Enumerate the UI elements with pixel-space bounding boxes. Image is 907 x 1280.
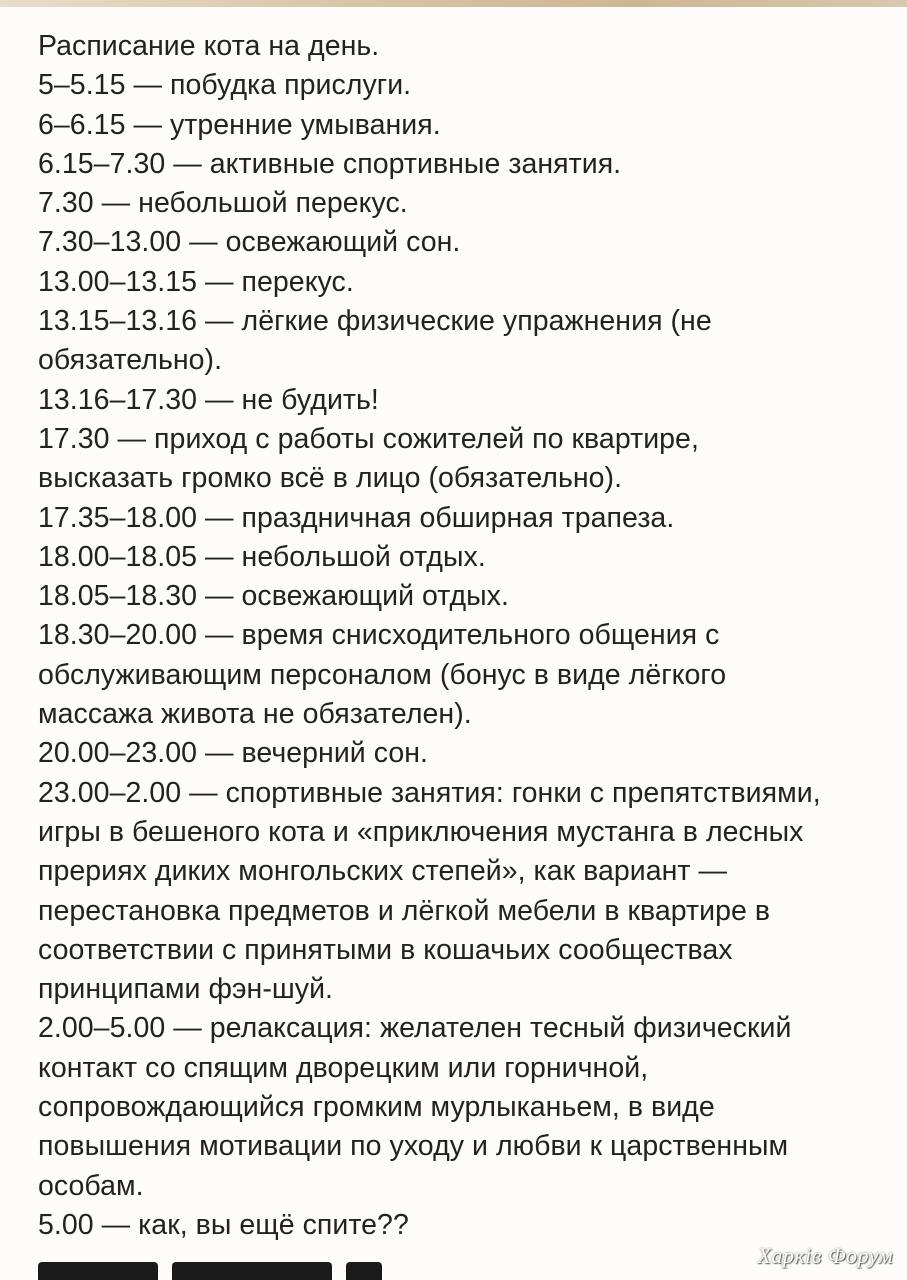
schedule-line: обязательно). [38,344,223,377]
schedule-line: 13.00–13.15 — перекус. [38,265,354,298]
schedule-line: 13.15–13.16 — лёгкие физические упражнения (не [38,305,712,338]
schedule-line: 17.30 — приход с работы сожителей по квартире, [38,422,699,455]
schedule-title: Расписание кота на день. [38,30,380,62]
schedule-line: 23.00–2.00 — спортивные занятия: гонки с препятствиями, [38,776,821,809]
schedule-line: принципами фэн-шуй. [38,973,334,1006]
schedule-line: перестановка предметов и лёгкой мебели в квартире в [38,894,771,927]
watermark: Харків Форум [757,1243,893,1268]
schedule-line: 7.30 — небольшой перекус. [38,187,408,220]
schedule-line: 20.00–23.00 — вечерний сон. [38,737,429,770]
schedule-line: 18.00–18.05 — небольшой отдых. [38,540,486,573]
schedule-line: 6.15–7.30 — активные спортивные занятия. [38,147,622,180]
schedule-line: повышения мотивации по уходу и любви к царственным [38,1130,789,1163]
schedule-line: 18.30–20.00 — время снисходительного общения с [38,619,720,652]
schedule-line: сопровождающийся громким мурлыканьем, в виде [38,1091,715,1124]
schedule-line: 6–6.15 — утренние умывания. [38,108,441,141]
schedule-line: 13.16–17.30 — не будить! [38,383,379,416]
schedule-line: массажа живота не обязателен). [38,698,472,731]
schedule-line: 5–5.15 — побудка прислуги. [38,69,412,102]
schedule-line: игры в бешеного кота и «приключения мустанга в лесных [38,815,804,848]
schedule-line: 18.05–18.30 — освежающий отдых. [38,580,509,613]
cropped-text-fragment [38,1262,458,1280]
schedule-line: обслуживающим персоналом (бонус в виде лёгкого [38,658,727,691]
top-border-strip [0,0,907,7]
schedule-line: 7.30–13.00 — освежающий сон. [38,226,461,259]
schedule-line: высказать громко всё в лицо (обязательно). [38,462,623,495]
schedule-line: особам. [38,1169,144,1202]
schedule-line: 17.35–18.00 — праздничная обширная трапеза. [38,501,675,534]
schedule-line: соответствии с принятыми в кошачьих сообществах [38,933,733,966]
schedule-line: 2.00–5.00 — релаксация: желателен тесный физический [38,1012,792,1045]
schedule-text [38,27,878,1245]
schedule-line: контакт со спящим дворецким или горничной, [38,1051,649,1084]
schedule-line: прериях диких монгольских степей», как вариант — [38,855,728,888]
schedule-line: 5.00 — как, вы ещё спите?? [38,1208,409,1241]
